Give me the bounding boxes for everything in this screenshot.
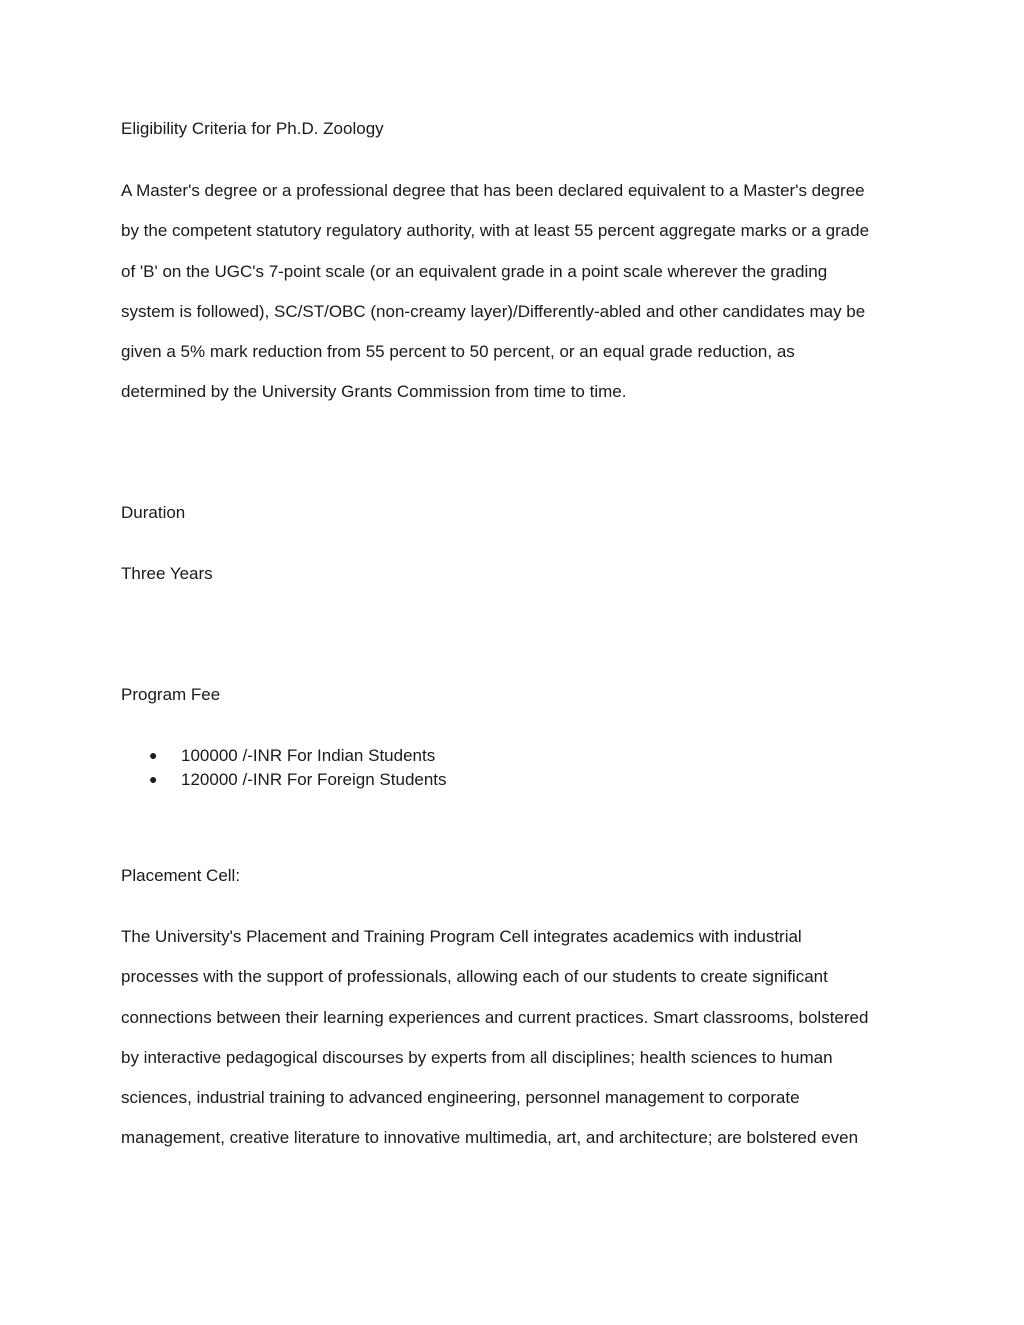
eligibility-paragraph xyxy=(121,171,869,413)
fee-item-label: 120000 /-INR For Foreign Students xyxy=(181,769,447,789)
paragraph-line: by interactive pedagogical discourses by experts from all disciplines; health sciences to human xyxy=(121,1047,833,1067)
duration-heading: Duration xyxy=(121,503,186,522)
paragraph-line: given a 5% mark reduction from 55 percent to 50 percent, or an equal grade reduction, as xyxy=(121,342,795,362)
paragraph-line: sciences, industrial training to advanced engineering, personnel management to corporate xyxy=(121,1088,800,1108)
list-item xyxy=(121,768,447,792)
paragraph-line: The University's Placement and Training Program Cell integrates academics with industrial xyxy=(121,927,802,946)
document-title: Eligibility Criteria for Ph.D. Zoology xyxy=(121,119,384,138)
paragraph-line: processes with the support of professionals, allowing each of our students to create significant xyxy=(121,967,828,987)
paragraph-line: of 'B' on the UGC's 7-point scale (or an equivalent grade in a point scale wherever the grading xyxy=(121,261,828,281)
list-item xyxy=(121,744,447,768)
placement-heading: Placement Cell: xyxy=(121,866,241,885)
placement-paragraph xyxy=(121,917,868,1159)
fee-item-label: 100000 /-INR For Indian Students xyxy=(181,746,436,765)
program-fee-heading: Program Fee xyxy=(121,685,221,704)
duration-value: Three Years xyxy=(121,564,213,583)
paragraph-line: by the competent statutory regulatory authority, with at least 55 percent aggregate marks or a grade xyxy=(121,221,870,241)
paragraph-line: A Master's degree or a professional degree that has been declared equivalent to a Master's degree xyxy=(121,181,865,200)
paragraph-line: connections between their learning experiences and current practices. Smart classrooms, bolstered xyxy=(121,1007,869,1027)
bullet-icon: ● xyxy=(149,747,158,763)
fee-list xyxy=(121,744,447,791)
bullet-icon: ● xyxy=(149,770,158,787)
paragraph-line: management, creative literature to innovative multimedia, art, and architecture; are bolstered even xyxy=(121,1128,859,1148)
paragraph-line: system is followed), SC/ST/OBC (non-creamy layer)/Differently-abled and other candidates may be xyxy=(121,301,866,321)
paragraph-line: determined by the University Grants Commission from time to time. xyxy=(121,382,627,402)
